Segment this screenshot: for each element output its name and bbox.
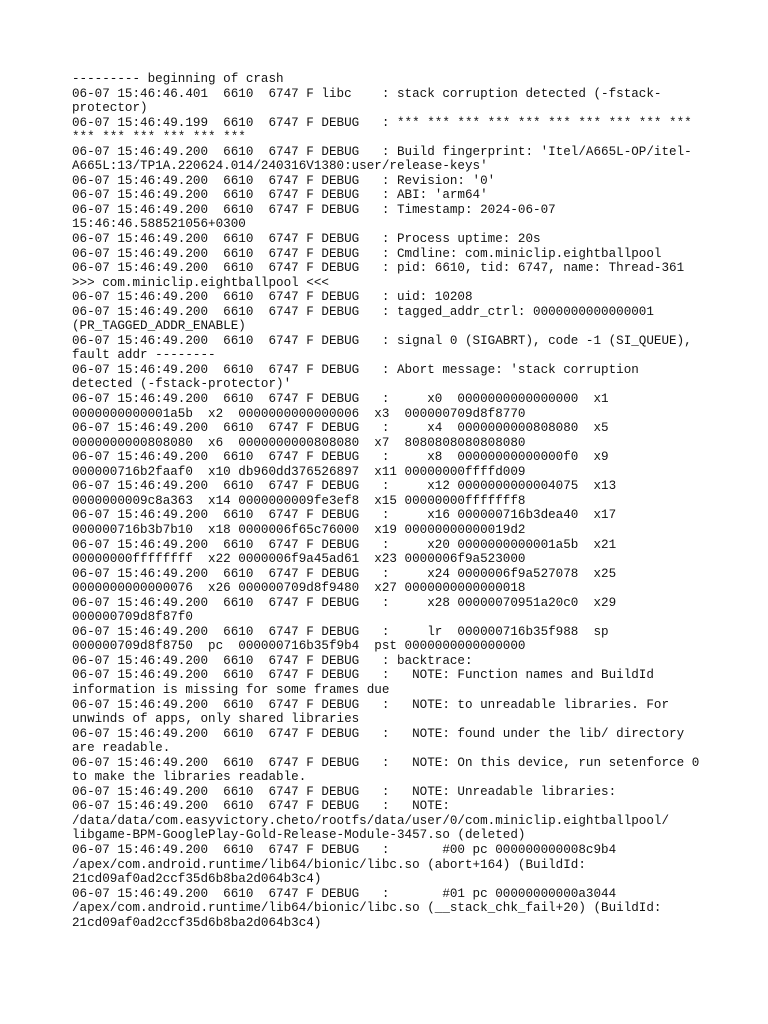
log-line: 000000716b2faaf0 x10 db960dd376526897 x11 00000000ffffd009 bbox=[72, 464, 526, 479]
log-line: 0000000000001a5b x2 0000000000000006 x3 000000709d8f8770 bbox=[72, 406, 526, 421]
log-line: 21cd09af0ad2ccf35d6b8ba2d064b3c4) bbox=[72, 872, 322, 887]
log-line: 06-07 15:46:49.200 6610 6747 F DEBUG : Process uptime: 20s bbox=[72, 232, 541, 247]
log-line: 06-07 15:46:49.200 6610 6747 F DEBUG : Revision: '0' bbox=[72, 173, 496, 188]
log-line: 06-07 15:46:49.200 6610 6747 F DEBUG : #00 pc 000000000008c9b4 bbox=[72, 842, 617, 857]
log-line: 06-07 15:46:49.200 6610 6747 F DEBUG : NOTE: On this device, run setenforce 0 bbox=[72, 755, 700, 770]
log-line: 06-07 15:46:49.200 6610 6747 F DEBUG : NOTE: to unreadable libraries. For bbox=[72, 697, 670, 712]
log-line: to make the libraries readable. bbox=[72, 770, 307, 785]
log-line: 06-07 15:46:49.200 6610 6747 F DEBUG : Build fingerprint: 'Itel/A665L-OP/itel- bbox=[72, 144, 692, 159]
log-line: >>> com.miniclip.eightballpool <<< bbox=[72, 275, 329, 290]
log-line: 0000000000000076 x26 000000709d8f9480 x27 0000000000000018 bbox=[72, 581, 526, 596]
log-line: 06-07 15:46:49.200 6610 6747 F DEBUG : NOTE: Function names and BuildId bbox=[72, 668, 654, 683]
log-line: 06-07 15:46:49.200 6610 6747 F DEBUG : ABI: 'arm64' bbox=[72, 188, 488, 203]
log-line: 06-07 15:46:49.200 6610 6747 F DEBUG : Cmdline: com.miniclip.eightballpool bbox=[72, 246, 662, 261]
log-line: fault addr -------- bbox=[72, 348, 216, 363]
log-line: 06-07 15:46:49.200 6610 6747 F DEBUG : x0 0000000000000000 x1 bbox=[72, 392, 609, 407]
log-line: 06-07 15:46:49.200 6610 6747 F DEBUG : backtrace: bbox=[72, 653, 473, 668]
log-line: 06-07 15:46:49.199 6610 6747 F DEBUG : *** *** *** *** *** *** *** *** *** *** bbox=[72, 115, 692, 130]
log-line: 06-07 15:46:49.200 6610 6747 F DEBUG : tagged_addr_ctrl: 0000000000000001 bbox=[72, 304, 654, 319]
log-line: 00000000ffffffff x22 0000006f9a45ad61 x23 0000006f9a523000 bbox=[72, 552, 526, 567]
log-line: libgame-BPM-GooglePlay-Gold-Release-Module-3457.so (deleted) bbox=[72, 828, 526, 843]
log-line: 06-07 15:46:49.200 6610 6747 F DEBUG : x4 0000000000808080 x5 bbox=[72, 421, 609, 436]
log-line: 06-07 15:46:49.200 6610 6747 F DEBUG : x8 00000000000000f0 x9 bbox=[72, 450, 609, 465]
log-line: 06-07 15:46:49.200 6610 6747 F DEBUG : uid: 10208 bbox=[72, 290, 473, 305]
log-line: 06-07 15:46:49.200 6610 6747 F DEBUG : lr 000000716b35f988 sp bbox=[72, 624, 609, 639]
log-line: detected (-fstack-protector)' bbox=[72, 377, 292, 392]
log-line: 06-07 15:46:49.200 6610 6747 F DEBUG : x28 00000070951a20c0 x29 bbox=[72, 595, 617, 610]
log-line: protector) bbox=[72, 101, 148, 116]
log-line: --------- beginning of crash bbox=[72, 72, 284, 86]
log-line: 06-07 15:46:49.200 6610 6747 F DEBUG : NOTE: found under the lib/ directory bbox=[72, 726, 685, 741]
log-line: 06-07 15:46:49.200 6610 6747 F DEBUG : Abort message: 'stack corruption bbox=[72, 362, 639, 377]
log-line: 000000709d8f8750 pc 000000716b35f9b4 pst 0000000000000000 bbox=[72, 639, 526, 654]
log-line: 06-07 15:46:49.200 6610 6747 F DEBUG : x16 000000716b3dea40 x17 bbox=[72, 508, 617, 523]
log-line: 06-07 15:46:49.200 6610 6747 F DEBUG : #01 pc 00000000000a3044 bbox=[72, 886, 617, 901]
log-line: are readable. bbox=[72, 741, 171, 756]
log-line: (PR_TAGGED_ADDR_ENABLE) bbox=[72, 319, 246, 334]
log-line: 15:46:46.588521056+0300 bbox=[72, 217, 246, 232]
log-line: 000000709d8f87f0 bbox=[72, 610, 193, 625]
log-line: 06-07 15:46:49.200 6610 6747 F DEBUG : NOTE: bbox=[72, 799, 450, 814]
log-line: 0000000009c8a363 x14 0000000009fe3ef8 x15 00000000fffffff8 bbox=[72, 493, 526, 508]
log-line: 000000716b3b7b10 x18 0000006f65c76000 x19 00000000000019d2 bbox=[72, 522, 526, 537]
log-line: 06-07 15:46:49.200 6610 6747 F DEBUG : x12 0000000000004075 x13 bbox=[72, 479, 617, 494]
log-line: information is missing for some frames due bbox=[72, 682, 390, 697]
log-line: 21cd09af0ad2ccf35d6b8ba2d064b3c4) bbox=[72, 915, 322, 930]
log-line: /apex/com.android.runtime/lib64/bionic/libc.so (__stack_chk_fail+20) (BuildId: bbox=[72, 901, 662, 916]
log-line: /data/data/com.easyvictory.cheto/rootfs/data/user/0/com.miniclip.eightballpool/ bbox=[72, 813, 670, 828]
log-line: /apex/com.android.runtime/lib64/bionic/libc.so (abort+164) (BuildId: bbox=[72, 857, 586, 872]
log-line: A665L:13/TP1A.220624.014/240316V1380:user/release-keys' bbox=[72, 159, 488, 174]
crash-log-document bbox=[72, 72, 702, 930]
log-line: unwinds of apps, only shared libraries bbox=[72, 712, 360, 727]
log-line: 06-07 15:46:49.200 6610 6747 F DEBUG : x20 0000000000001a5b x21 bbox=[72, 537, 617, 552]
log-line: 06-07 15:46:49.200 6610 6747 F DEBUG : Timestamp: 2024-06-07 bbox=[72, 202, 556, 217]
log-line: 0000000000808080 x6 0000000000808080 x7 8080808080808080 bbox=[72, 435, 526, 450]
log-line: 06-07 15:46:49.200 6610 6747 F DEBUG : NOTE: Unreadable libraries: bbox=[72, 784, 617, 799]
log-line: 06-07 15:46:49.200 6610 6747 F DEBUG : signal 0 (SIGABRT), code -1 (SI_QUEUE), bbox=[72, 333, 692, 348]
log-line: 06-07 15:46:46.401 6610 6747 F libc : stack corruption detected (-fstack- bbox=[72, 86, 662, 101]
log-line: 06-07 15:46:49.200 6610 6747 F DEBUG : pid: 6610, tid: 6747, name: Thread-361 bbox=[72, 261, 685, 276]
log-line: *** *** *** *** *** *** bbox=[72, 130, 246, 145]
log-line: 06-07 15:46:49.200 6610 6747 F DEBUG : x24 0000006f9a527078 x25 bbox=[72, 566, 617, 581]
